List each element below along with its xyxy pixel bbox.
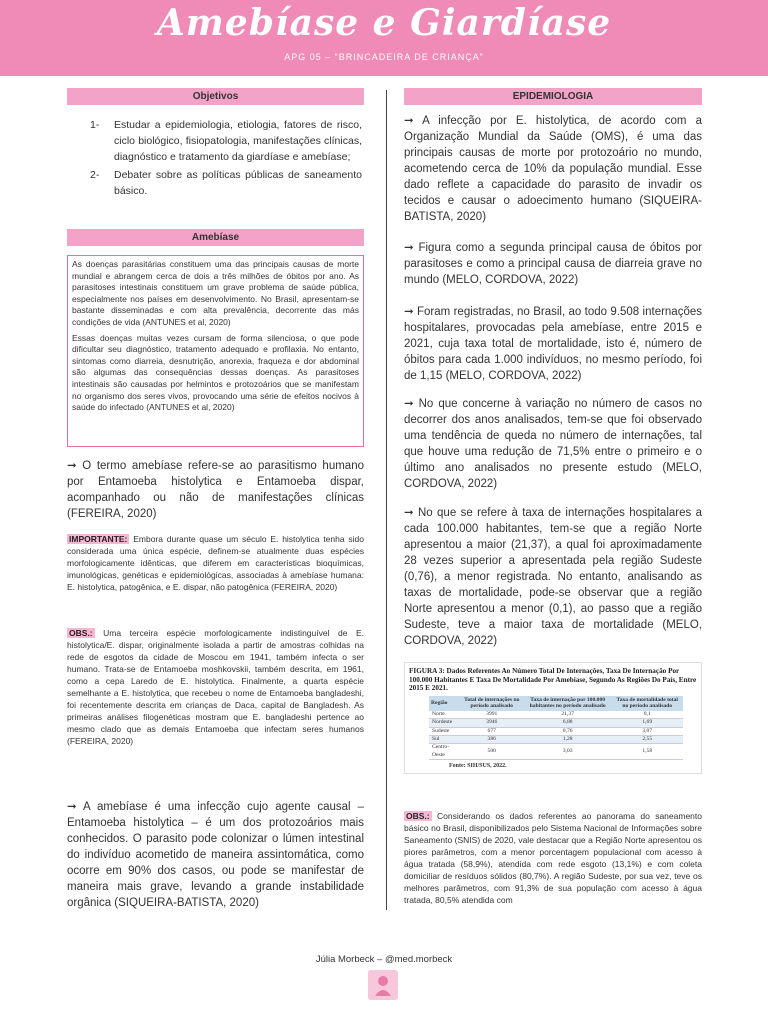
table-cell: 1,28 <box>524 736 612 744</box>
author-logo-icon <box>368 970 398 1000</box>
table-cell: Sudeste <box>429 727 460 735</box>
importante-note <box>67 533 364 593</box>
page-subtitle: APG 05 – “BRINCADEIRA DE CRIANÇA” <box>284 52 484 62</box>
table-cell: 21,37 <box>524 711 612 719</box>
obs-text: Considerando os dados referentes ao panorama do saneamento básico no Brasil, disponibilizados pelo Sistema Nacional de Informações sobre Saneamento (SNIS) de 2020, vale destacar que a Região Norte apresentou os piores parâmetros, com a menor porcentagem populacional com acesso à água tratada (58,9%), atendida com rede esgoto (13,1%) e com coleta domiciliar de resíduos sólidos (80,7%). A região Sudeste, por sua vez, teve os melhores parâmetros, com 91,3% de sua população com acesso à água tratada, 80,5% atendida com <box>404 811 702 905</box>
table-cell: 3991 <box>460 711 524 719</box>
table-cell: 3,03 <box>524 744 612 760</box>
table-cell: 677 <box>460 727 524 735</box>
objective-number: 2- <box>90 169 100 181</box>
epi-paragraph-5: ➞ No que se refere à taxa de internações hospitalares a cada 100.000 habitantes, tem-se que a região Norte apresentou a maior (21,37), a qual foi aproximadamente 28 vezes superior a apresentada pela região Sudeste (0,76), a menor registrada. No entanto, analisando as taxas de mortalidade, pode-se observar que a região Norte apresentou a menor (0,1), ao passo que a região Sudeste, teve a maior taxa de mortalidade (MELO, CORDOVA, 2022) <box>404 507 702 647</box>
table-row <box>429 744 683 760</box>
figure-table <box>404 662 702 774</box>
page-title: Amebíase e Giardíase <box>156 2 612 44</box>
intro-paragraph-2: Essas doenças muitas vezes cursam de forma silenciosa, o que pode dificultar seu diagnóstico, tratamento adequado e profilaxia. No entanto, sintomas como diarreia, desnutrição, anorexia, fraqueza e dor abdominal são algumas das consequências dessas doenças. As parasitoses intestinais são causadas por helmintos e protozoários que se manifestam no organismo dos seres vivos, provocando uma série de efeitos nocivos à saúde do infectado (ANTUNES et al, 2020) <box>72 332 359 413</box>
table-cell: 3,07 <box>611 727 683 735</box>
obs-text: Uma terceira espécie morfologicamente indistinguível de E. histolytica/E. dispar, originalmente isolada a partir de amostras colhidas na rede de esgotos da cidade de Moscou em 1941, também infecta o ser humano. Trata-se de Entamoeba moshkovskii, também descrita, em 1961, como a cepa Laredo de E. histolytica. Finalmente, a quarta espécie semelhante a E. histolytica, que recebeu o nome de Entamoeba bangladeshi, foi recentemente descrita em crianças de Daca, capital de Bangladesh. As primeiras análises filogenéticas mostram que E. bangladeshi pertence ao mesmo clado que as demais Entamoeba que infectam seres humanos (FEREIRA, 2020) <box>67 628 364 746</box>
table-cell: Centro-Oeste <box>429 744 460 760</box>
amebiase-infection: ➞ A amebíase é uma infecção cujo agente causal – Entamoeba histolytica – é um dos protozoários mais conhecidos. O parasito pode colonizar o lúmen intestinal do indivíduo acometido de maneira assintomática, como ocorre em 90% dos casos, ou pode se manifestar de maneira mais grave, levando a grande instabilidade orgânica (SIQUEIRA-BATISTA, 2020) <box>67 801 364 909</box>
table-header: Total de internações no período analisado <box>460 696 524 711</box>
importante-tag: IMPORTANTE: <box>69 534 128 544</box>
table-cell: 2,55 <box>611 736 683 744</box>
table-cell: 0,1 <box>611 711 683 719</box>
table-header: Taxa de mortalidade total no período analisado <box>611 696 683 711</box>
table-cell: 1,69 <box>611 719 683 727</box>
page-header <box>0 0 768 76</box>
section-objetivos: Objetivos <box>67 88 364 105</box>
table-cell: Norte <box>429 711 460 719</box>
table-header: Taxa de internação por 100.000 habitantes no período analisado <box>524 696 612 711</box>
obs-note-left <box>67 627 364 747</box>
column-divider <box>386 90 387 910</box>
table-row <box>429 719 683 727</box>
intro-paragraph-1: As doenças parasitárias constituem uma das principais causas de morte mundial e abrangem cerca de dois a três milhões de óbitos por ano. As parasitoses intestinais constituem um grave problema de saúde pública, especialmente nos países em desenvolvimento. No Brasil, apresentam-se bastante disseminadas e com alta prevalência, decorrente das más condições de vida (ANTUNES et al, 2020) <box>72 259 359 327</box>
epi-paragraph-3: ➞ Foram registradas, no Brasil, ao todo 9.508 internações hospitalares, provocadas pela amebíase, entre 2015 e 2021, cuja taxa total de mortalidade, isto é, número de óbitos para cada 1.000 indivíduos, no mesmo período, foi de 1,15 (MELO, CORDOVA, 2022) <box>404 306 702 382</box>
objective-item <box>90 117 362 165</box>
table-cell: 386 <box>460 736 524 744</box>
table-cell: 6,88 <box>524 719 612 727</box>
section-epidemiologia: EPIDEMIOLOGIA <box>404 88 702 105</box>
obs-note-right <box>404 810 702 906</box>
table-row <box>429 736 683 744</box>
table-cell: Nordeste <box>429 719 460 727</box>
objective-text: Debater sobre as políticas públicas de saneamento básico. <box>114 169 362 197</box>
objectives-list <box>90 117 362 201</box>
data-table <box>429 696 683 760</box>
section-amebiase: Amebíase <box>67 229 364 246</box>
epi-paragraph-2: ➞ Figura como a segunda principal causa de óbitos por parasitoses e como a principal causa de diarreia grave no mundo (MELO, CORDOVA, 2022) <box>404 242 702 286</box>
table-row <box>429 711 683 719</box>
figure-caption: FIGURA 3: Dados Referentes Ao Número Total De Internações, Taxa De Internação Por 100.000 Habitantes E Taxa De Mortalidade Por Amebíase, Segundo As Regiões Do País, Entre 2015 E 2021. <box>409 667 697 693</box>
table-header: Região <box>429 696 460 711</box>
table-cell: 1,58 <box>611 744 683 760</box>
objective-number: 1- <box>90 119 100 131</box>
objective-item <box>90 167 362 199</box>
figure-source: Fonte: SIH/SUS, 2022. <box>449 763 507 770</box>
table-row <box>429 727 683 735</box>
obs-tag: OBS.: <box>406 811 430 821</box>
epi-paragraph-1: ➞ A infecção por E. histolytica, de acordo com a Organização Mundial da Saúde (OMS), é uma das principais causas de morte por protozoário no mundo, acometendo cerca de 10% da população mundial. Esse dado reflete a capacidade do parasito de invadir os tecidos e causar o adoecimento humano (SIQUEIRA-BATISTA, 2020) <box>404 115 702 223</box>
epi-paragraph-4: ➞ No que concerne à variação no número de casos no decorrer dos anos analisados, tem-se que foi observado uma tendência de queda no número de internações, tal que houve uma redução de 71,5% entre o primeiro e o último ano analisados no presente estudo (MELO, CORDOVA, 2022) <box>404 398 702 490</box>
obs-tag: OBS.: <box>69 628 93 638</box>
footer-credit: Júlia Morbeck – @med.morbeck <box>315 954 453 965</box>
table-cell: Sul <box>429 736 460 744</box>
table-cell: 500 <box>460 744 524 760</box>
objective-text: Estudar a epidemiologia, etiologia, fatores de risco, ciclo biológico, fisiopatologia, manifestações clínicas, diagnóstico e tratamento da giardíase e amebíase; <box>114 119 362 163</box>
table-cell: 3946 <box>460 719 524 727</box>
importante-text: Embora durante quase um século E. histolytica tenha sido considerada uma única espécie, definem-se atualmente duas espécies morfologicamente idênticas, que diferem em características bioquímicas, imunológicas, genéticas e epidemiológicas, associadas à amebíase humana: E. histolytica, patogênica, e E. dispar, não patogênica (FEREIRA, 2020) <box>67 534 364 592</box>
table-header-row <box>429 696 683 711</box>
amebiase-definition: ➞ O termo amebíase refere-se ao parasitismo humano por Entamoeba histolytica e Entamoeba dispar, acompanhado ou não de manifestações clínicas (FEREIRA, 2020) <box>67 460 364 520</box>
table-cell: 0,76 <box>524 727 612 735</box>
intro-box <box>67 255 364 447</box>
